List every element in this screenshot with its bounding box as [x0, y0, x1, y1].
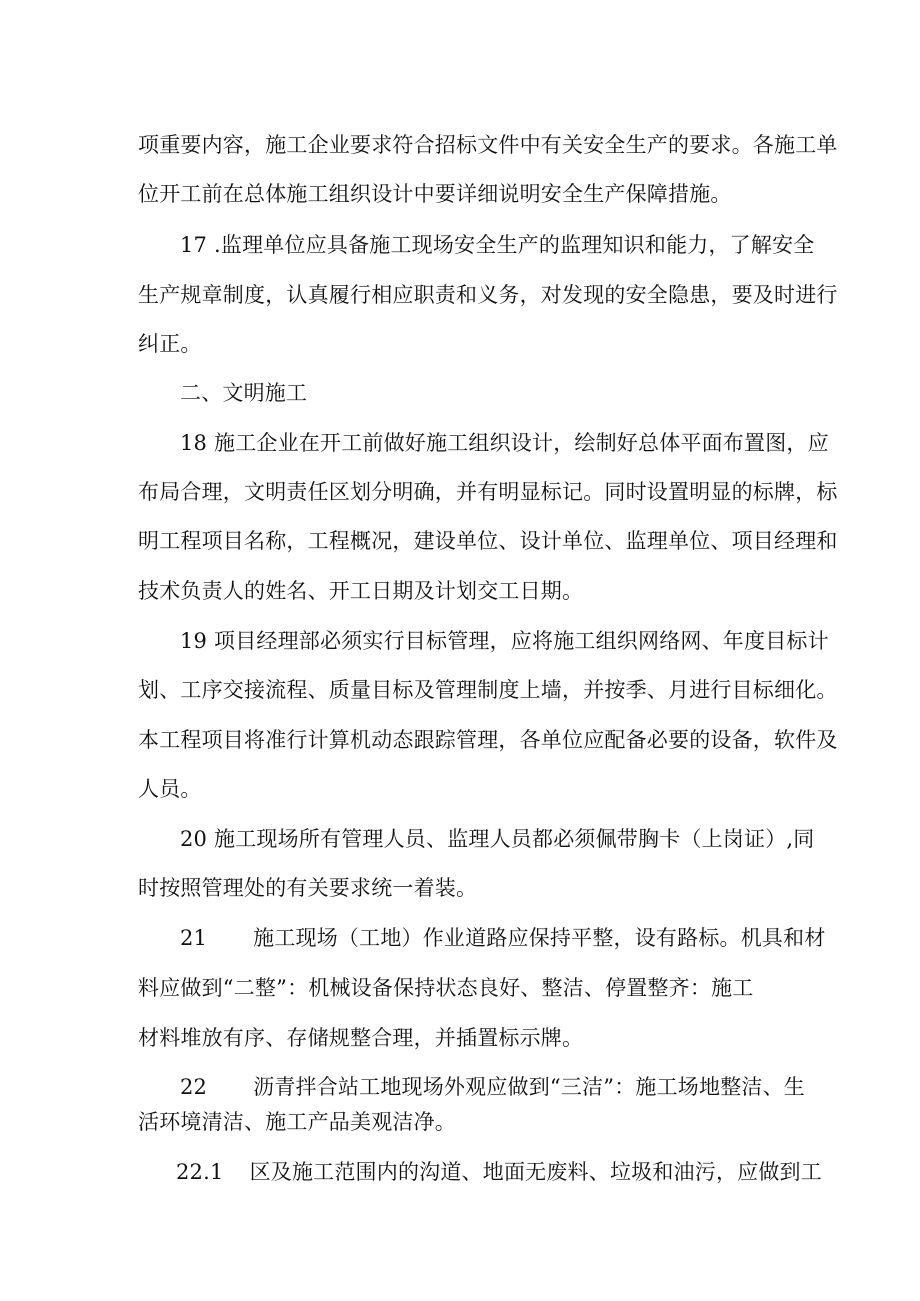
- paragraph-line: 位开工前在总体施工组织设计中要详细说明安全生产保障措施。: [138, 182, 732, 206]
- item-text: 区及施工范围内的沟道、地面无废料、垃圾和油污，应做到工: [249, 1160, 822, 1184]
- paragraph-line: [180, 1073, 805, 1101]
- paragraph-line: 生产规章制度，认真履行相应职责和义务，对发现的安全隐患，要及时进行: [138, 283, 838, 307]
- item-number: 22: [180, 1075, 208, 1099]
- paragraph-line: 纠正。: [138, 332, 202, 356]
- paragraph-line: 技术负责人的姓名、开工日期及计划交工日期。: [138, 579, 584, 603]
- item-text: 施工现场（工地）作业道路应保持平整，设有路标。机具和材: [253, 926, 826, 950]
- paragraph-line: 材料堆放有序、存储规整合理，并插置标示牌。: [138, 1026, 584, 1050]
- paragraph-line: 划、工序交接流程、质量目标及管理制度上墙，并按季、月进行目标细化。: [138, 678, 838, 702]
- paragraph-line: 18 施工企业在开工前做好施工组织设计，绘制好总体平面布置图，应: [180, 431, 829, 455]
- paragraph-line: 布局合理，文明责任区划分明确，并有明显标记。同时设置明显的标牌，标: [138, 480, 838, 504]
- paragraph-line: 人员。: [138, 777, 202, 801]
- item-number: 21: [180, 926, 208, 950]
- paragraph-line: 20 施工现场所有管理人员、监理人员都必须佩带胸卡（上岗证）,同: [180, 827, 815, 851]
- item-text: 沥青拌合站工地现场外观应做到“三洁”：施工场地整洁、生: [253, 1075, 805, 1099]
- paragraph-line: 17 .监理单位应具备施工现场安全生产的监理知识和能力，了解安全: [180, 233, 815, 257]
- paragraph-line: [180, 924, 826, 952]
- paragraph-line: 活环境清洁、施工产品美观洁净。: [138, 1110, 456, 1134]
- paragraph-line: 项重要内容，施工企业要求符合招标文件中有关安全生产的要求。各施工单: [138, 133, 838, 157]
- paragraph-line: 明工程项目名称，工程概况，建设单位、设计单位、监理单位、项目经理和: [138, 529, 838, 553]
- paragraph-line: 料应做到“二整”：机械设备保持状态良好、整洁、停置整齐：施工: [138, 976, 754, 1000]
- paragraph-line: [176, 1158, 822, 1186]
- section-heading: 二、文明施工: [180, 381, 308, 405]
- item-number: 22.1: [176, 1160, 224, 1184]
- paragraph-line: 本工程项目将准行计算机动态跟踪管理，各单位应配备必要的设备，软件及: [138, 728, 838, 752]
- paragraph-line: 时按照管理处的有关要求统一着装。: [138, 876, 478, 900]
- paragraph-line: 19 项目经理部必须实行目标管理，应将施工组织网络网、年度目标计: [180, 629, 829, 653]
